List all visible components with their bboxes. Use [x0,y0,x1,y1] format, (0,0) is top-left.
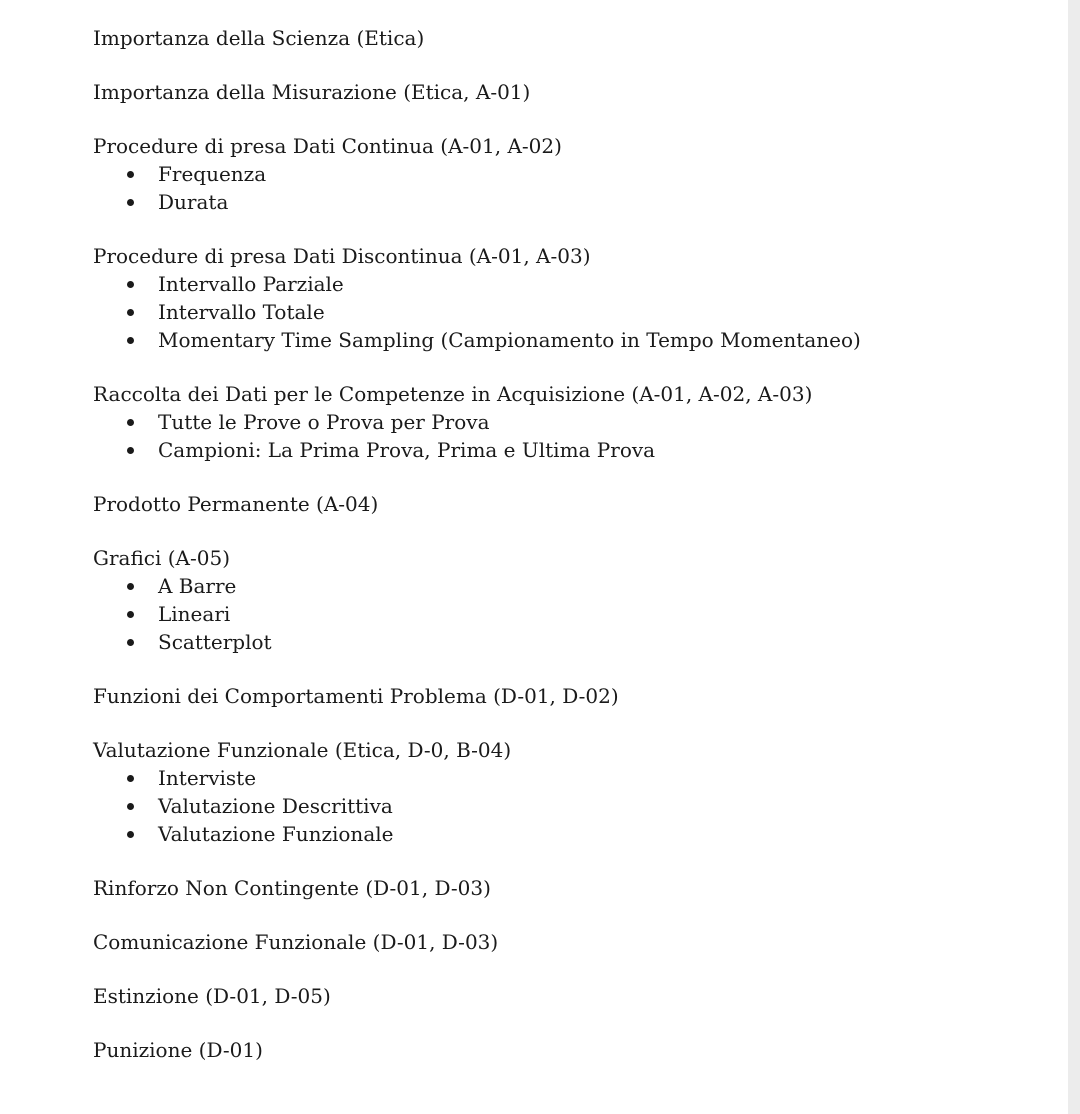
bullet-list-item [93,792,993,820]
document-section [93,928,993,956]
bullet-list-item [93,188,993,216]
section-heading: Procedure di presa Dati Continua (A-01, A-02) [93,134,562,158]
section-heading: Procedure di presa Dati Discontinua (A-01, A-03) [93,244,591,268]
bullet-icon [127,803,134,810]
document-section [93,874,993,902]
bullet-item-text: Scatterplot [158,630,272,654]
bullet-list [93,764,993,848]
bullet-icon [127,309,134,316]
bullet-icon [127,447,134,454]
bullet-list-item [93,572,993,600]
bullet-item-text: Campioni: La Prima Prova, Prima e Ultima Prova [158,438,656,462]
bullet-icon [127,831,134,838]
bullet-icon [127,775,134,782]
bullet-icon [127,171,134,178]
section-heading: Estinzione (D-01, D-05) [93,984,331,1008]
bullet-list-item [93,764,993,792]
bullet-icon [127,337,134,344]
bullet-item-text: Durata [158,190,229,214]
bullet-list-item [93,326,993,354]
section-heading: Valutazione Funzionale (Etica, D-0, B-04) [93,738,512,762]
bullet-list [93,408,993,464]
section-heading: Rinforzo Non Contingente (D-01, D-03) [93,876,491,900]
bullet-icon [127,611,134,618]
section-heading: Raccolta dei Dati per le Competenze in Acquisizione (A-01, A-02, A-03) [93,382,813,406]
document-section [93,490,993,518]
bullet-list-item [93,600,993,628]
bullet-list-item [93,820,993,848]
document-section [93,544,993,656]
document-section [93,736,993,848]
section-heading: Comunicazione Funzionale (D-01, D-03) [93,930,499,954]
bullet-item-text: Lineari [158,602,231,626]
section-heading: Importanza della Scienza (Etica) [93,26,425,50]
document-section [93,78,993,106]
section-heading: Grafici (A-05) [93,546,231,570]
bullet-item-text: Intervallo Parziale [158,272,344,296]
document-section [93,1036,993,1064]
document-section [93,132,993,216]
bullet-item-text: Tutte le Prove o Prova per Prova [158,410,490,434]
bullet-item-text: Valutazione Funzionale [158,822,394,846]
bullet-list-item [93,270,993,298]
bullet-item-text: Interviste [158,766,257,790]
section-heading: Importanza della Misurazione (Etica, A-01) [93,80,531,104]
bullet-list [93,160,993,216]
bullet-item-text: Valutazione Descrittiva [158,794,393,818]
document-section [93,682,993,710]
section-heading: Punizione (D-01) [93,1038,263,1062]
bullet-list [93,572,993,656]
bullet-list [93,270,993,354]
scrollbar-track[interactable] [1068,0,1080,1114]
bullet-icon [127,199,134,206]
section-heading: Prodotto Permanente (A-04) [93,492,379,516]
bullet-icon [127,281,134,288]
bullet-list-item [93,298,993,326]
bullet-list-item [93,436,993,464]
bullet-item-text: Frequenza [158,162,267,186]
document-section [93,380,993,464]
document-section [93,982,993,1010]
bullet-list-item [93,628,993,656]
bullet-icon [127,639,134,646]
section-heading: Funzioni dei Comportamenti Problema (D-01, D-02) [93,684,619,708]
bullet-item-text: A Barre [158,574,237,598]
document-section [93,24,993,52]
document-section [93,242,993,354]
bullet-list-item [93,408,993,436]
bullet-item-text: Momentary Time Sampling (Campionamento in Tempo Momentaneo) [158,328,861,352]
bullet-item-text: Intervallo Totale [158,300,325,324]
bullet-icon [127,583,134,590]
bullet-icon [127,419,134,426]
bullet-list-item [93,160,993,188]
document-content [93,24,993,1090]
